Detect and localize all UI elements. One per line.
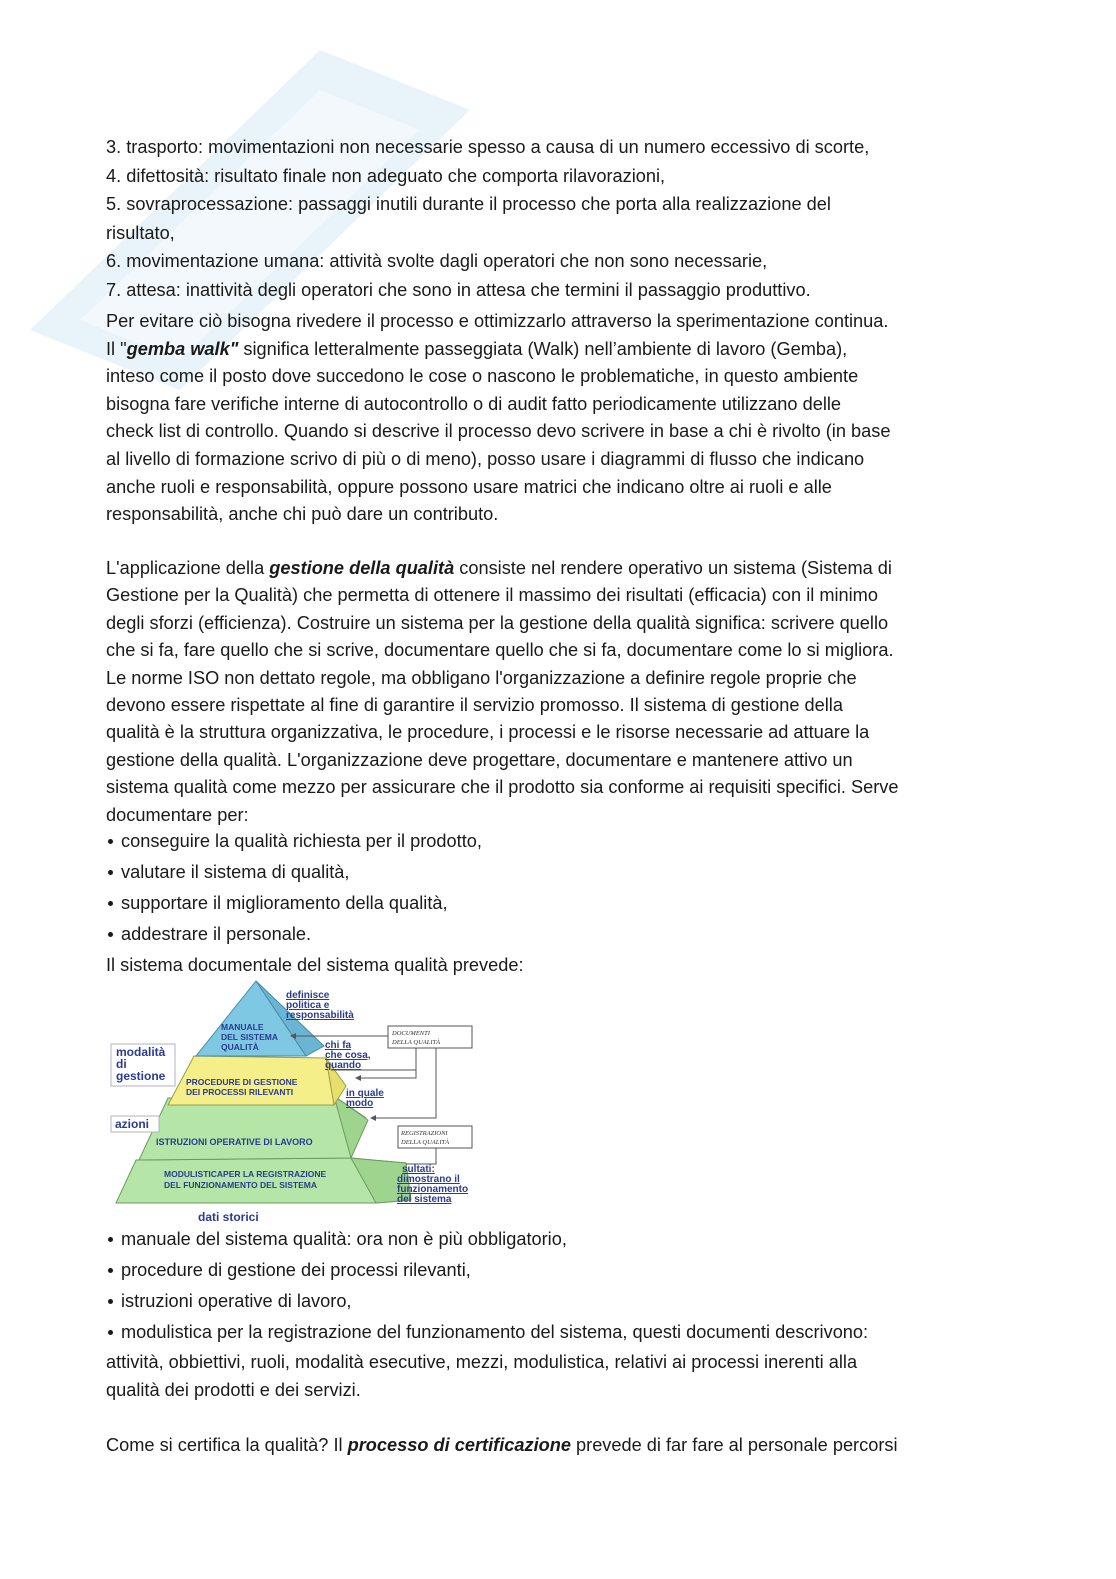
bullet-icon xyxy=(108,932,113,937)
paragraph-line: qualità è la struttura organizzativa, le procedure, i processi e le risorse necessarie ad attuare la xyxy=(106,722,870,743)
list-item: supportare il miglioramento della qualità, xyxy=(106,888,1006,919)
paragraph-line: check list di controllo. Quando si descrive il processo devo scrivere in base a chi è rivolto (in base xyxy=(106,421,891,442)
paragraph-line xyxy=(106,1432,1006,1461)
list-item: modulistica per la registrazione del funzionamento del sistema, questi documenti descrivono: xyxy=(106,1317,1006,1348)
list-item: addestrare il personale. xyxy=(106,919,1006,950)
box-text: DOCUMENTI xyxy=(392,1030,430,1037)
certification-prefix: Come si certifica la qualità? Il xyxy=(106,1435,348,1455)
paragraph-line: Per evitare ciò bisogna rivedere il processo e ottimizzarlo attraverso la sperimentazione continua. xyxy=(106,311,889,331)
quality-paragraph xyxy=(106,555,1006,829)
level2-line: PROCEDURE DI GESTIONE xyxy=(186,1077,298,1087)
bullet-icon xyxy=(108,1330,113,1335)
paragraph-line: Gestione per la Qualità) che permetta di ottenere il massimo dei risultati (efficacia) con il minimo xyxy=(106,585,878,606)
gemba-rest: significa letteralmente passeggiata (Walk) nell’ambiente di lavoro (Gemba), xyxy=(243,338,848,359)
certification-suffix: prevede di far fare al personale percorsi xyxy=(570,1435,898,1455)
right-label-line: in quale xyxy=(346,1088,384,1099)
level3-line: ISTRUZIONI OPERATIVE DI LAVORO xyxy=(156,1137,313,1147)
level4-line: MODULISTICAPER LA REGISTRAZIONE xyxy=(164,1169,327,1179)
level1-line: MANUALE xyxy=(221,1022,264,1032)
right-label-line: politica e xyxy=(286,1000,330,1011)
list-item: procedure di gestione dei processi rilevanti, xyxy=(106,1255,1006,1286)
bullet-icon xyxy=(108,839,113,844)
pyramid-level-3 xyxy=(139,1096,366,1160)
paragraph-line: qualità dei prodotti e dei servizi. xyxy=(106,1380,361,1400)
gemba-walk-term: gemba walk" xyxy=(126,338,239,359)
right-label-line: modo xyxy=(346,1098,374,1109)
bullet-icon xyxy=(108,901,113,906)
list-item: conseguire la qualità richiesta per il prodotto, xyxy=(106,826,1006,857)
box-text: REGISTRAZIONI xyxy=(401,1130,448,1137)
paragraph-line: bisogna fare verifiche interne di autocontrollo o di audit fatto periodicamente utilizzano delle xyxy=(106,393,842,414)
paragraph-line: degli sforzi (efficienza). Costruire un sistema per la gestione della qualità significa: scrivere quello xyxy=(106,612,889,633)
paragraph-line: documentare per: xyxy=(106,804,249,825)
right-label-line: definisce xyxy=(286,990,330,1001)
paragraph-line xyxy=(106,555,1006,582)
bullet-icon xyxy=(108,870,113,875)
bullet-list-purposes xyxy=(106,826,1006,950)
bullet-icon xyxy=(108,1299,113,1304)
waste-list xyxy=(106,134,1006,306)
level4-line: DEL FUNZIONAMENTO DEL SISTEMA xyxy=(164,1180,318,1190)
certification-paragraph xyxy=(106,1432,1006,1461)
list-item: 5. sovraprocessazione: passaggi inutili durante il processo che porta alla realizzazione del xyxy=(106,194,831,215)
list-item: risultato, xyxy=(106,222,175,243)
paragraph-line: anche ruoli e responsabilità, oppure possono usare matrici che indicano oltre ai ruoli e alle xyxy=(106,476,832,497)
actions-label: azioni xyxy=(115,1117,150,1131)
list-item: 7. attesa: inattività degli operatori che sono in attesa che termini il passaggio produttivo. xyxy=(106,279,811,300)
quality-management-term: gestione della qualità xyxy=(269,558,455,578)
quality-prefix: L'applicazione della xyxy=(106,558,270,578)
gemba-prefix: Il " xyxy=(106,338,127,359)
right-label-line: quando xyxy=(325,1060,362,1071)
paragraph-line: che si fa, fare quello che si scrive, documentare quello che si fa, documentare come lo si migliora. xyxy=(106,640,894,661)
left-label-line: modalità xyxy=(116,1045,166,1059)
right-label-line: chi fa xyxy=(325,1040,352,1051)
certification-term: processo di certificazione xyxy=(347,1435,571,1455)
list-item: manuale del sistema qualità: ora non è più obbligatorio, xyxy=(106,1224,1006,1255)
right-label-line: del sistema xyxy=(397,1194,452,1205)
historical-data-label: dati storici xyxy=(198,1210,259,1224)
level2-line: DEI PROCESSI RILEVANTI xyxy=(186,1087,294,1097)
paragraph-line: Le norme ISO non dettato regole, ma obbligano l'organizzazione a definire regole proprie che xyxy=(106,667,857,688)
level1-line: DEL SISTEMA xyxy=(221,1032,278,1042)
right-label-line: funzionamento xyxy=(397,1184,469,1195)
box-text: DELLA QUALITÀ xyxy=(401,1139,450,1146)
gemba-paragraph xyxy=(106,308,1006,529)
box-text: DELLA QUALITÀ xyxy=(392,1039,441,1046)
paragraph-line: devono essere rispettate al fine di garantire il servizio promosso. Il sistema di gestione della xyxy=(106,694,843,715)
left-label-line: di xyxy=(116,1057,127,1071)
list-item: istruzioni operative di lavoro, xyxy=(106,1286,1006,1317)
paragraph-line: inteso come il posto dove succedono le cose o nascono le problematiche, in questo ambiente xyxy=(106,366,859,387)
bullet-icon xyxy=(108,1237,113,1242)
paragraph-line: sistema qualità come mezzo per assicurare che il prodotto sia conforme ai requisiti specifici. Serve xyxy=(106,777,899,798)
left-label-line: gestione xyxy=(116,1069,166,1083)
list-item: 6. movimentazione umana: attività svolte dagli operatori che non sono necessarie, xyxy=(106,251,768,272)
diagram-intro: Il sistema documentale del sistema qualità prevede: xyxy=(106,955,524,975)
bullet-icon xyxy=(108,1268,113,1273)
list-item: 3. trasporto: movimentazioni non necessarie spesso a causa di un numero eccessivo di scorte, xyxy=(106,137,870,157)
right-label-line: sultati: xyxy=(402,1164,435,1175)
list-item: valutare il sistema di qualità, xyxy=(106,857,1006,888)
paragraph-line: gestione della qualità. L'organizzazione deve progettare, documentare e mantenere attivo un xyxy=(106,749,853,770)
documents-description xyxy=(106,1349,1006,1405)
list-item: 4. difettosità: risultato finale non adeguato che comporta rilavorazioni, xyxy=(106,165,666,186)
right-label-line: che cosa, xyxy=(325,1050,371,1061)
quality-documentation-pyramid xyxy=(106,978,486,1224)
right-label-line: dimostrano il xyxy=(397,1174,460,1185)
level1-line: QUALITÀ xyxy=(221,1042,259,1052)
paragraph-line xyxy=(106,336,1006,364)
paragraph-line: responsabilità, anche chi può dare un contributo. xyxy=(106,504,499,525)
paragraph-line: attività, obbiettivi, ruoli, modalità esecutive, mezzi, modulistica, relativi ai processi inerenti alla xyxy=(106,1352,858,1372)
bullet-list-documents xyxy=(106,1224,1006,1348)
right-label-line: responsabilità xyxy=(286,1010,354,1021)
quality-suffix: consiste nel rendere operativo un sistema (Sistema di xyxy=(454,558,892,578)
paragraph-line: al livello di formazione scrivo di più o di meno), posso usare i diagrammi di flusso che indicano xyxy=(106,448,865,469)
